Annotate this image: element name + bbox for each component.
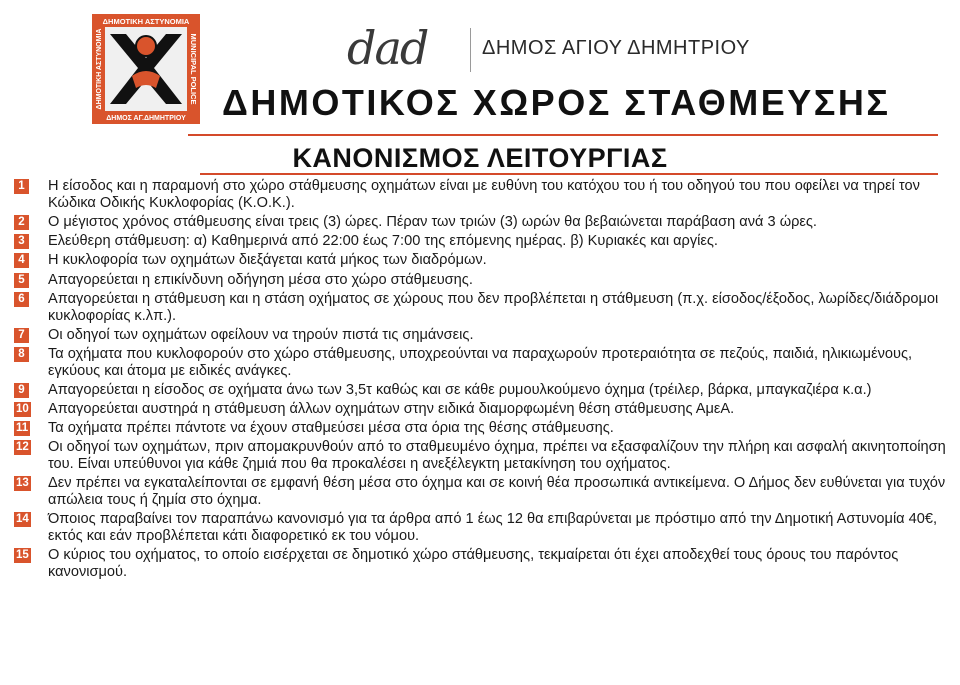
page-subtitle: ΚΑΝΟΝΙΣΜΟΣ ΛΕΙΤΟΥΡΓΙΑΣ [292, 143, 668, 173]
title-divider-top [188, 134, 938, 136]
rule-number-badge: 4 [14, 253, 29, 268]
rule-number-badge: 9 [14, 383, 29, 398]
logo-arc-bottom: ΔΗΜΟΣ ΑΓ.ΔΗΜΗΤΡΙΟΥ [106, 115, 186, 122]
rule-item [14, 346, 954, 380]
rule-text: Όποιος παραβαίνει τον παραπάνω κανονισμό για τα άρθρα από 1 έως 12 θα επιβαρύνεται με πρόστιμο από την Δημοτική Αστυνομία 40€, εκτός και εάν προβλέπεται κάτι διαφορετικό εκ του νόμου. [48, 511, 938, 545]
rule-item [14, 547, 954, 581]
rule-item [14, 420, 954, 437]
rule-item [14, 214, 954, 231]
rule-item [14, 382, 954, 399]
rule-number-badge: 3 [14, 234, 29, 249]
rule-number-badge: 11 [16, 422, 29, 435]
rule-text: Απαγορεύεται η στάθμευση και η στάση οχήματος σε χώρους που δεν προβλέπεται η στάθμευση (π.χ. είσοδος/έξοδος, λωρίδες/διάδρομοι κυκλοφορίας κ.λπ.). [48, 290, 939, 324]
rule-text: Απαγορεύεται η είσοδος σε οχήματα άνω των 3,5τ καθώς και σε κάθε ρυμουλκούμενο όχημα (τρέιλερ, βάρκα, μπαγκαζιέρα κ.α.) [48, 381, 872, 398]
rule-item [14, 401, 954, 418]
rule-text: Δεν πρέπει να εγκαταλείπονται σε εμφανή θέση μέσα στο όχημα και σε κοινή θέα προσωπικά αντικείμενα. Ο Δήμος δεν ευθύνεται για τυχόν απώλεια τους ή ζημία στο όχημα. [48, 475, 946, 509]
logo-head-icon [136, 36, 156, 56]
rules-list [14, 178, 954, 583]
rule-number-badge: 7 [14, 328, 29, 343]
rule-text: Τα οχήματα πρέπει πάντοτε να έχουν σταθμεύσει μέσα στα όρια της θέσης στάθμευσης. [48, 420, 614, 437]
rule-number-badge: 2 [14, 215, 29, 230]
logo-arc-right: MUNICIPAL POLICE [189, 33, 198, 105]
rule-number-badge: 13 [16, 477, 29, 490]
rule-item [14, 511, 954, 545]
dad-brand-text: dad [347, 22, 428, 74]
rule-number-badge: 15 [16, 549, 29, 562]
rule-item [14, 439, 954, 473]
rule-number-badge: 6 [14, 292, 29, 307]
rule-text: Ο μέγιστος χρόνος στάθμευσης είναι τρεις (3) ώρες. Πέραν των τριών (3) ωρών θα βεβαιώνεται παράβαση ανά 3 ώρες. [48, 213, 817, 230]
rule-item [14, 233, 954, 250]
page-title: ΔΗΜΟΤΙΚΟΣ ΧΩΡΟΣ ΣΤΑΘΜΕΥΣΗΣ [222, 82, 891, 123]
municipality-name: ΔΗΜΟΣ ΑΓΙΟΥ ΔΗΜΗΤΡΙΟΥ [482, 37, 750, 59]
rule-text: Τα οχήματα που κυκλοφορούν στο χώρο στάθμευσης, υποχρεούνται να παραχωρούν προτεραιότητα σε πεζούς, παιδιά, ηλικιωμένους, εγκύους και άτομα με ειδικές ανάγκες. [48, 345, 913, 379]
rule-item [14, 272, 954, 289]
municipal-police-logo [92, 14, 200, 124]
rule-number-badge: 8 [14, 347, 29, 362]
rule-item [14, 252, 954, 269]
rule-text: Οι οδηγοί των οχημάτων, πριν απομακρυνθούν από το σταθμευμένο όχημα, πρέπει να εξασφαλίζουν την πλήρη και ασφαλή ακινητοποίηση του. Είναι υπεύθυνοι για κάθε ζημιά που θα προκαλέσει η ανεξέλεγκτη μετακίνηση του οχήματος. [48, 439, 946, 473]
rule-text: Ο κύριος του οχήματος, το οποίο εισέρχεται σε δημοτικό χώρο στάθμευσης, τεκμαίρεται ότι έχει αποδεχθεί τους όρους του παρόντος κανονισμού. [48, 547, 899, 581]
rule-item [14, 178, 954, 212]
rule-number-badge: 1 [14, 179, 29, 194]
header-divider [470, 28, 471, 72]
rule-text: Η είσοδος και η παραμονή στο χώρο στάθμευσης οχημάτων είναι με ευθύνη του κατόχου του ή του οδηγού του που οφείλει να τηρεί τον Κώδικα Οδικής Κυκλοφορίας (Κ.Ο.Κ.). [48, 178, 920, 211]
dad-brand-logo [343, 22, 461, 74]
title-divider-bottom [200, 173, 938, 175]
rule-text: Ελεύθερη στάθμευση: α) Καθημερινά από 22:00 έως 7:00 της επόμενης ημέρας. β) Κυριακές και αργίες. [48, 233, 718, 250]
logo-arc-top: ΔΗΜΟΤΙΚΗ ΑΣΤΥΝΟΜΙΑ [102, 17, 190, 26]
rule-text: Απαγορεύεται η επικίνδυνη οδήγηση μέσα στο χώρο στάθμευσης. [48, 271, 473, 288]
logo-arc-left: ΔΗΜΟΤΙΚΗ ΑΣΤΥΝΟΜΙΑ [96, 28, 103, 110]
rule-number-badge: 5 [14, 273, 29, 288]
rule-item [14, 475, 954, 509]
rule-item [14, 327, 954, 344]
rule-number-badge: 10 [16, 403, 29, 416]
rule-text: Η κυκλοφορία των οχημάτων διεξάγεται κατά μήκος των διαδρόμων. [48, 252, 487, 269]
rule-number-badge: 14 [16, 513, 29, 526]
rule-text: Απαγορεύεται αυστηρά η στάθμευση άλλων οχημάτων στην ειδικά διαμορφωμένη θέση στάθμευσης ΑμεΑ. [48, 401, 735, 418]
rule-text: Οι οδηγοί των οχημάτων οφείλουν να τηρούν πιστά τις σημάνσεις. [48, 326, 474, 343]
rule-item [14, 291, 954, 325]
rule-number-badge: 12 [16, 441, 29, 454]
